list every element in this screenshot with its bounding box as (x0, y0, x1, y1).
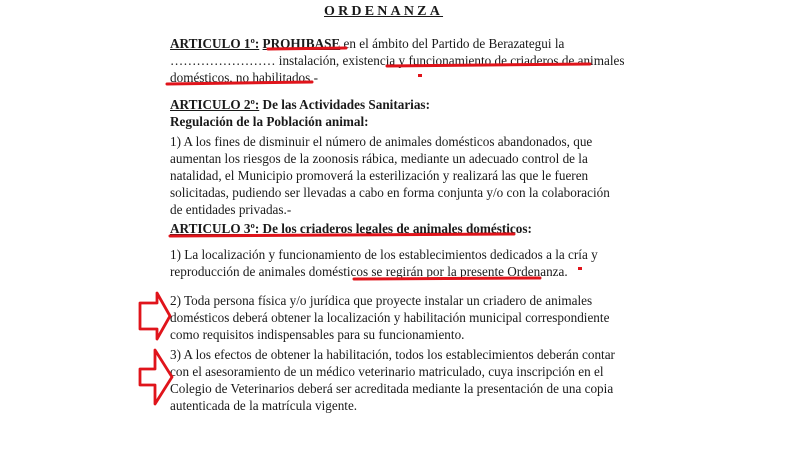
article-1-underlined-text: funcionamiento de criaderos de animales (408, 53, 625, 68)
article-3-heading-rest: De los criaderos legales de animales domésticos: (259, 221, 532, 236)
article-3-line-1 (170, 220, 532, 237)
arrow-icon (140, 293, 170, 339)
article-1-heading: ARTICULO 1º: (170, 36, 260, 51)
article-2-paragraph-line: aumentan los riesgos de la zoonosis rábica, mediante un adecuado control de la (170, 151, 588, 166)
article-2-heading: ARTICULO 2º: (170, 97, 260, 112)
article-3-p1-underlined: se regirán por la presente Ordenanza (371, 264, 565, 279)
article-1-line-3: domésticos, no habilitados.- (170, 70, 318, 85)
article-2-heading-rest: De las Actividades Sanitarias: (259, 97, 430, 112)
article-3-p3-line: autenticada de la matrícula vigente. (170, 398, 358, 413)
article-1-dots: …………………… (170, 53, 276, 68)
article-3-p1-line-2 (170, 263, 568, 280)
document-title: ORDENANZA (324, 4, 444, 19)
article-2-line-1 (170, 96, 430, 113)
article-1-line-1 (170, 35, 564, 52)
arrow-icon (140, 350, 172, 404)
article-2-paragraph-line: solicitadas, pudiendo ser llevadas a cabo en forma conjunta y/o con la colaboración (170, 185, 610, 200)
article-1-line-2-text: instalación, existencia y (275, 53, 409, 68)
article-1-line-2 (170, 52, 624, 69)
dot-mark (578, 267, 582, 270)
dot-mark (418, 74, 422, 77)
article-2-subheading: Regulación de la Población animal: (170, 114, 369, 129)
article-3-p3-line: con el asesoramiento de un médico veterinario matriculado, cuya inscripción en el (170, 364, 604, 379)
article-3-p2-line: como requisitos indispensables para su funcionamiento. (170, 327, 465, 342)
article-3-p1-line-2-c: . (564, 264, 568, 279)
article-2-paragraph-line: de entidades privadas.- (170, 202, 292, 217)
article-2-paragraph-line: natalidad, el Municipio promoverá la esterilización y realizará las que le fueren (170, 168, 589, 183)
article-3-heading: ARTICULO 3º: (170, 221, 260, 236)
article-3-p3-line: 3) A los efectos de obtener la habilitación, todos los establecimientos deberán contar (170, 347, 615, 362)
article-3-p2-line: domésticos deberá obtener la localización y habilitación municipal correspondiente (170, 310, 610, 325)
article-1-keyword: PROHIBASE (262, 36, 341, 51)
article-3-p1-line-1: 1) La localización y funcionamiento de los establecimientos dedicados a la cría y (170, 247, 598, 262)
article-3-p1-line-2-a: reproducción de animales domésticos (170, 264, 372, 279)
article-3-p2-line: 2) Toda persona física y/o jurídica que proyecte instalar un criadero de animales (170, 293, 593, 308)
article-3-p3-line: Colegio de Veterinarios deberá ser acreditada mediante la presentación de una copia (170, 381, 614, 396)
article-2-paragraph-line: 1) A los fines de disminuir el número de animales domésticos abandonados, que (170, 134, 593, 149)
article-1-line-1-text: en el ámbito del Partido de Berazategui la (340, 36, 565, 51)
